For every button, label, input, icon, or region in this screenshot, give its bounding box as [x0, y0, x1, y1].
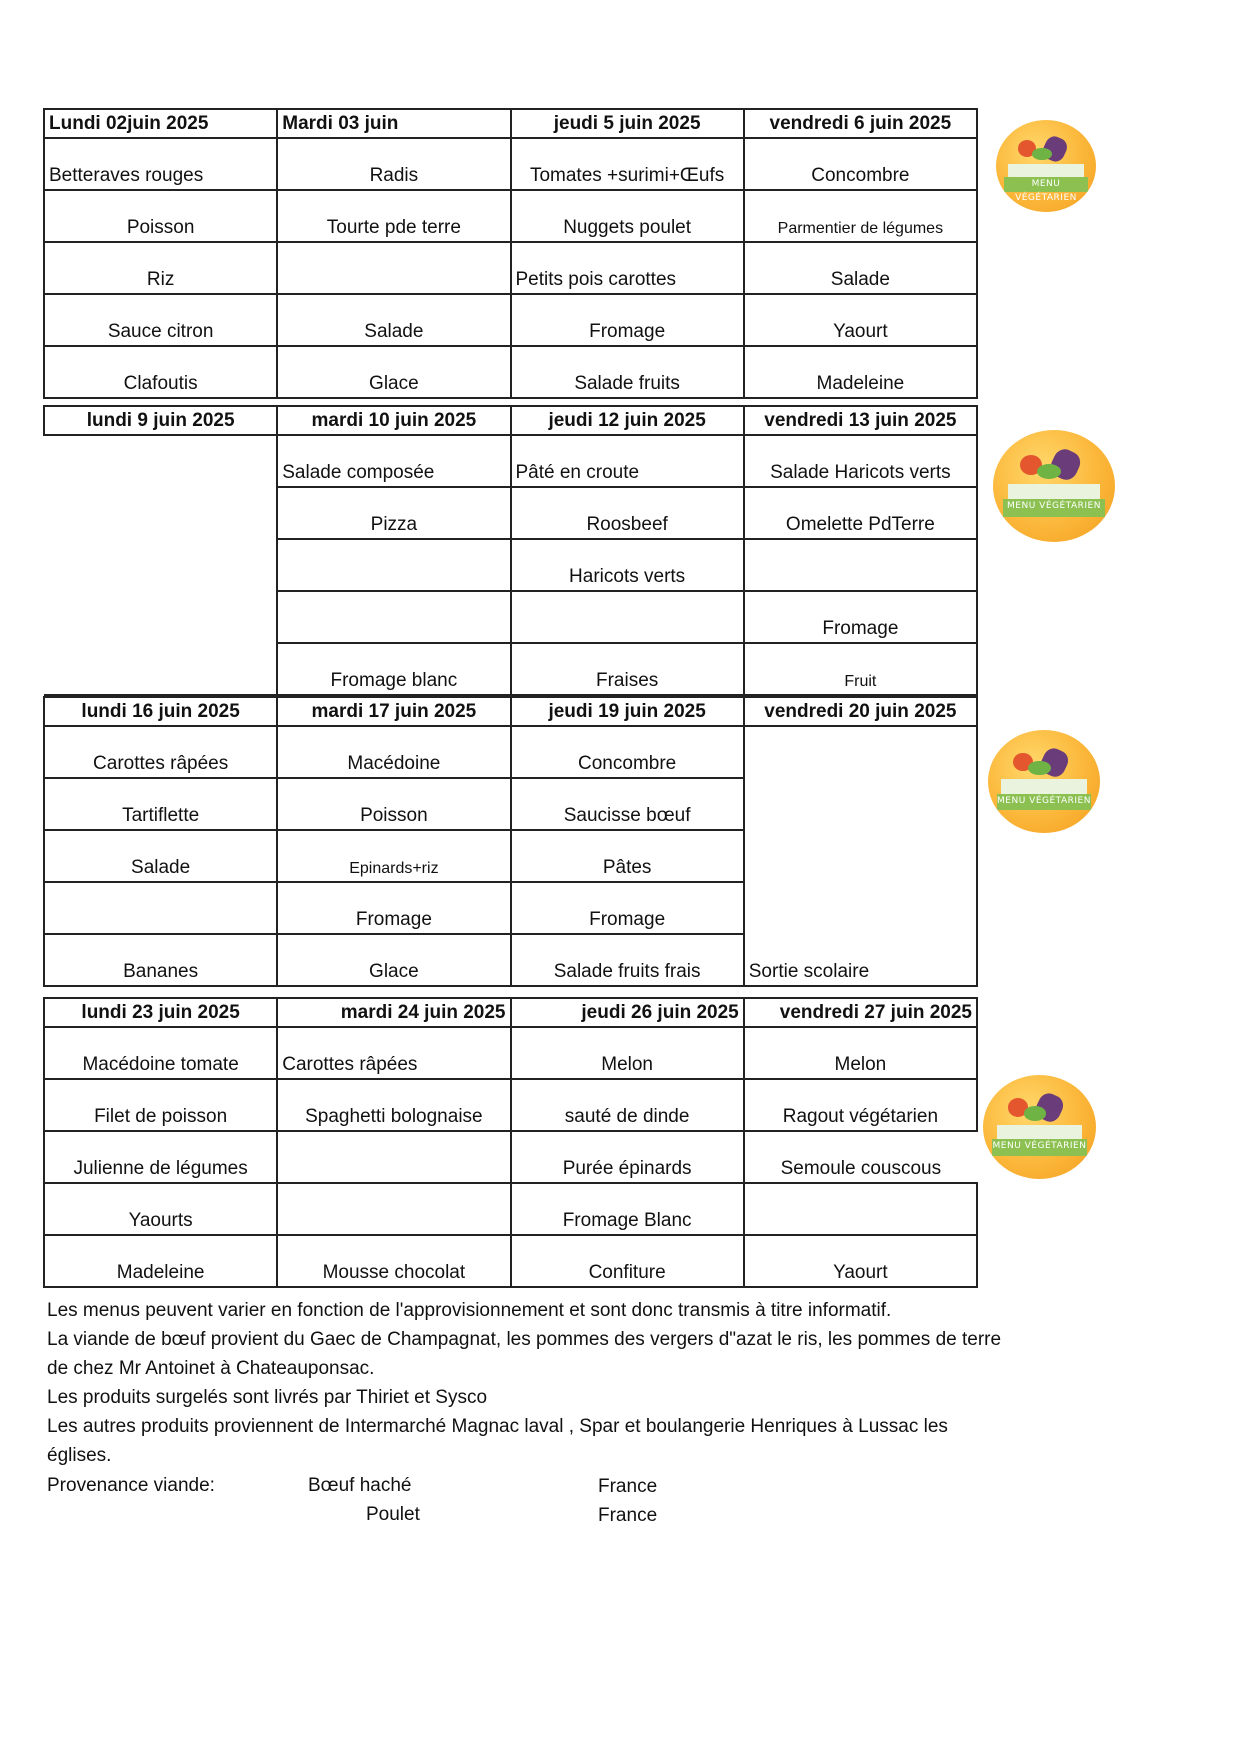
menu-cell: Sauce citron — [44, 294, 277, 346]
menu-cell — [277, 539, 510, 591]
menu-cell: Concombre — [744, 138, 977, 190]
menu-cell — [277, 591, 510, 643]
vegetarian-menu-badge — [996, 120, 1096, 212]
day-header: jeudi 26 juin 2025 — [511, 998, 744, 1027]
menu-cell — [277, 1183, 510, 1235]
menu-cell: Roosbeef — [511, 487, 744, 539]
menu-cell: Nuggets poulet — [511, 190, 744, 242]
menu-cell: Bananes — [44, 934, 277, 986]
menu-cell: Pizza — [277, 487, 510, 539]
menu-cell: Salade — [744, 242, 977, 294]
menu-cell: Fromage — [277, 882, 510, 934]
menu-cell — [44, 435, 277, 487]
menu-cell: Madeleine — [44, 1235, 277, 1287]
note-line: La viande de bœuf provient du Gaec de Champagnat, les pommes des vergers d"azat le ris, les pommes de terre de chez Mr Antoinet à Chateauponsac. — [47, 1329, 1002, 1379]
menu-cell: Poisson — [44, 190, 277, 242]
day-header: lundi 16 juin 2025 — [44, 697, 277, 726]
menu-week-1 — [43, 108, 978, 399]
badge-label: MENU VÉGÉTARIEN — [1003, 499, 1106, 517]
menu-cell: Tomates +surimi+Œufs — [511, 138, 744, 190]
menu-cell: Tourte pde terre — [277, 190, 510, 242]
provenance-product: Bœuf haché — [308, 1475, 412, 1496]
note-line: Les autres produits proviennent de Intermarché Magnac laval , Spar et boulangerie Henriques à Lussac les églises. — [47, 1416, 948, 1466]
menu-week-2 — [43, 405, 978, 696]
menu-cell — [44, 643, 277, 695]
menu-cell: Salade — [277, 294, 510, 346]
provenance-label: Provenance viande: — [47, 1475, 215, 1496]
day-header: Mardi 03 juin — [277, 109, 510, 138]
note-line: Les menus peuvent varier en fonction de l'approvisionnement et sont donc transmis à titre informatif. — [47, 1300, 892, 1321]
menu-cell: Mousse chocolat — [277, 1235, 510, 1287]
menu-cell: Clafoutis — [44, 346, 277, 398]
badge-label: MENU VÉGÉTARIEN — [992, 1139, 1087, 1156]
day-header: vendredi 6 juin 2025 — [744, 109, 977, 138]
day-header: lundi 9 juin 2025 — [44, 406, 277, 435]
menu-cell: Confiture — [511, 1235, 744, 1287]
menu-cell: Betteraves rouges — [44, 138, 277, 190]
menu-cell: Madeleine — [744, 346, 977, 398]
menu-cell: Petits pois carottes — [511, 242, 744, 294]
day-header: lundi 23 juin 2025 — [44, 998, 277, 1027]
day-header: vendredi 27 juin 2025 — [744, 998, 977, 1027]
menu-cell: Macédoine — [277, 726, 510, 778]
menu-cell: Filet de poisson — [44, 1079, 277, 1131]
menu-cell: Omelette PdTerre — [744, 487, 977, 539]
menu-cell — [44, 591, 277, 643]
menu-cell: Fruit — [744, 643, 977, 695]
menu-cell: sauté de dinde — [511, 1079, 744, 1131]
badge-label: MENU VÉGÉTARIEN — [997, 794, 1091, 810]
vegetarian-menu-badge — [993, 430, 1115, 542]
vegetarian-menu-badge — [983, 1075, 1096, 1179]
menu-cell: Glace — [277, 934, 510, 986]
menu-cell: Radis — [277, 138, 510, 190]
menu-cell: Salade composée — [277, 435, 510, 487]
day-header: jeudi 19 juin 2025 — [511, 697, 744, 726]
menu-cell: Pâtes — [511, 830, 744, 882]
menu-cell: Glace — [277, 346, 510, 398]
menu-cell: Haricots verts — [511, 539, 744, 591]
menu-cell — [44, 487, 277, 539]
menu-cell: Poisson — [277, 778, 510, 830]
day-header: jeudi 5 juin 2025 — [511, 109, 744, 138]
menu-cell: Fraises — [511, 643, 744, 695]
notes — [47, 1296, 1007, 1470]
day-header: Lundi 02juin 2025 — [44, 109, 277, 138]
menu-cell: Fromage Blanc — [511, 1183, 744, 1235]
menu-cell: Melon — [744, 1027, 977, 1079]
menu-cell: Spaghetti bolognaise — [277, 1079, 510, 1131]
menu-cell: Salade Haricots verts — [744, 435, 977, 487]
menu-week-3 — [43, 696, 978, 987]
menu-week-4 — [43, 997, 978, 1288]
menu-cell: Salade fruits — [511, 346, 744, 398]
menu-cell — [744, 539, 977, 591]
menu-cell: Epinards+riz — [277, 830, 510, 882]
day-header: mardi 10 juin 2025 — [277, 406, 510, 435]
menu-cell: Carottes râpées — [277, 1027, 510, 1079]
provenance-origin: France — [598, 1476, 658, 1497]
menu-cell: Yaourts — [44, 1183, 277, 1235]
menu-cell — [44, 882, 277, 934]
menu-cell: Tartiflette — [44, 778, 277, 830]
menu-cell: Melon — [511, 1027, 744, 1079]
menu-cell: Macédoine tomate — [44, 1027, 277, 1079]
menu-cell: Concombre — [511, 726, 744, 778]
provenance-origin: France — [598, 1505, 658, 1526]
menu-cell: Fromage — [511, 882, 744, 934]
menu-cell: Parmentier de légumes — [744, 190, 977, 242]
menu-cell: Fromage — [744, 591, 977, 643]
menu-cell — [277, 1131, 510, 1183]
menu-cell: Ragout végétarien — [744, 1079, 977, 1131]
menu-cell: Salade fruits frais — [511, 934, 744, 986]
day-header: jeudi 12 juin 2025 — [511, 406, 744, 435]
vegetarian-menu-badge — [988, 730, 1100, 833]
menu-cell: Carottes râpées — [44, 726, 277, 778]
menu-cell: Yaourt — [744, 294, 977, 346]
menu-cell: Salade — [44, 830, 277, 882]
day-header: vendredi 13 juin 2025 — [744, 406, 977, 435]
day-header: mardi 17 juin 2025 — [277, 697, 510, 726]
provenance-product: Poulet — [366, 1504, 420, 1525]
menu-cell: Riz — [44, 242, 277, 294]
menu-cell: Julienne de légumes — [44, 1131, 277, 1183]
badge-label: MENU VÉGÉTARIEN — [1004, 177, 1088, 192]
menu-cell: Purée épinards — [511, 1131, 744, 1183]
day-header: mardi 24 juin 2025 — [277, 998, 510, 1027]
menu-cell — [744, 1183, 977, 1235]
menu-cell: Fromage — [511, 294, 744, 346]
note-line: Les produits surgelés sont livrés par Thiriet et Sysco — [47, 1387, 488, 1408]
menu-cell: Yaourt — [744, 1235, 977, 1287]
outing-cell: Sortie scolaire — [744, 726, 977, 986]
menu-cell: Saucisse bœuf — [511, 778, 744, 830]
menu-cell: Semoule couscous — [744, 1131, 977, 1183]
menu-cell — [511, 591, 744, 643]
day-header: vendredi 20 juin 2025 — [744, 697, 977, 726]
menu-cell: Pâté en croute — [511, 435, 744, 487]
menu-cell — [277, 242, 510, 294]
menu-cell: Fromage blanc — [277, 643, 510, 695]
menu-cell — [44, 539, 277, 591]
